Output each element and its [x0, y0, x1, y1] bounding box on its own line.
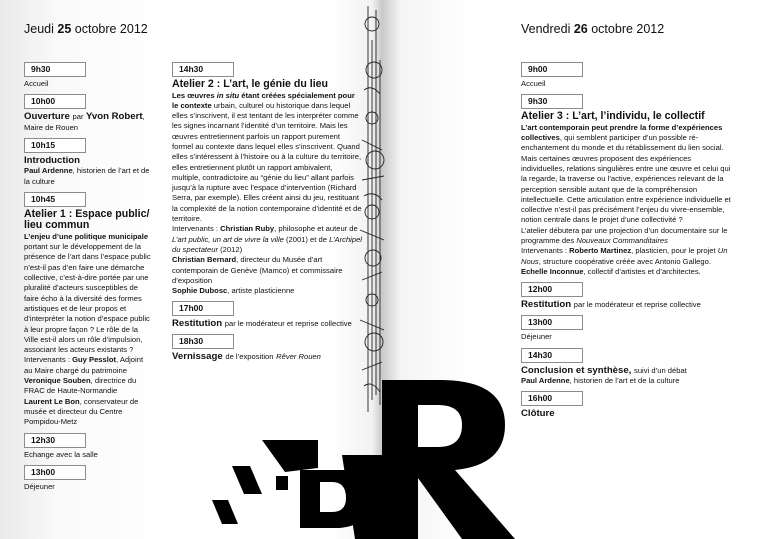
- speaker-role: , Adjoint au Maire chargé du patrimoine: [24, 355, 144, 375]
- time-box: 10h15: [24, 138, 86, 153]
- speaker-name: Yvon Robert: [86, 111, 143, 123]
- speaker-line: [521, 376, 731, 386]
- speaker-role: , plasticien, pour le projet: [631, 246, 716, 256]
- lead-text: L’enjeu d’une politique municipale: [24, 231, 149, 241]
- program-slot: [24, 465, 152, 492]
- speaker-role: , philosophe et auteur de: [274, 224, 358, 234]
- slot-title: [521, 299, 731, 310]
- program-slot: [521, 282, 731, 310]
- time-box: 12h30: [24, 433, 86, 448]
- program-slot: [24, 94, 152, 133]
- speaker-name: Paul Ardenne: [24, 166, 73, 176]
- speakers-label: Intervenants :: [24, 355, 71, 365]
- program-slot: [521, 315, 731, 342]
- title-rest: par le modérateur et reprise collective: [573, 300, 701, 310]
- slot-title: [24, 111, 152, 133]
- program-slot: [172, 62, 362, 296]
- speaker-name: Veronique Souben: [24, 376, 91, 386]
- speaker-role: , historien de l’art et de la culture: [24, 166, 150, 186]
- slot-title: Atelier 2 : L’art, le génie du lieu: [172, 78, 329, 90]
- speaker-role: , collectif d’artistes et d’architectes.: [583, 266, 701, 276]
- time-box: 10h45: [24, 192, 86, 207]
- day-heading-thursday: [24, 22, 148, 36]
- program-slot: [172, 301, 362, 329]
- time-box: 9h00: [521, 62, 583, 77]
- speaker-role: , directeur du Musée d’art contemporain de Genève (Mamco) et commissaire d’exposition: [172, 255, 343, 285]
- slot-title: Clôture: [521, 407, 555, 419]
- speaker-name: Laurent Le Bon: [24, 396, 80, 406]
- slot-text: Echange avec la salle: [24, 449, 98, 459]
- speakers-label: Intervenants :: [172, 224, 219, 234]
- program-slot: [24, 192, 152, 428]
- title-text: Restitution: [521, 299, 572, 311]
- body-text: portant sur le développement de la présence de l’art dans l’espace public n’est-il pas d’en faire une démarche collective, c’est-à-dire portée par une pluralité d’acteurs susceptibles de faire écho à la diversité des formes artistiques et de leur propos et d’interpréter la notion d’espace public à leur propre façon ? Le rôle de la Ville est-il alors un rôle d’impulsion, associant les acteurs existants ?: [24, 242, 151, 355]
- program-slot: [172, 334, 362, 362]
- slot-description: [172, 91, 362, 297]
- slot-title: [521, 365, 731, 376]
- day-number: 25: [57, 22, 72, 36]
- title-text: Conclusion et synthèse,: [521, 364, 632, 376]
- speaker-name: Christian Bernard: [172, 255, 237, 265]
- lead-text: L’art contemporain peut prendre la forme d’expériences collectives: [521, 122, 723, 143]
- slot-text: Accueil: [24, 79, 49, 88]
- title-rest: suivi d’un débat: [634, 365, 687, 375]
- body-text: L’atelier débutera par une projection d’un documentaire sur le programme des: [521, 225, 728, 246]
- day-name: Vendredi: [521, 22, 571, 36]
- program-slot: [24, 62, 152, 89]
- title-text: Vernissage: [172, 351, 223, 363]
- time-box: 13h00: [24, 465, 86, 480]
- slot-text: Déjeuner: [521, 332, 552, 342]
- body-text: , qui semblent participer d’un possible ré-enchantement du monde et du rétablissement du lien social.: [521, 133, 724, 153]
- program-slot: [521, 62, 731, 89]
- title-rest: de l’exposition: [225, 352, 274, 362]
- speaker-name: Paul Ardenne: [521, 375, 570, 385]
- slot-description: [521, 123, 731, 277]
- program-slot: [521, 94, 731, 277]
- slot-title: Atelier 3 : L’art, l’individu, le collectif: [521, 110, 705, 123]
- speakers-label: Intervenants :: [521, 246, 568, 256]
- program-slot: [521, 391, 731, 419]
- slot-title: Introduction: [24, 155, 80, 167]
- day-month-year: octobre 2012: [591, 22, 665, 36]
- time-box: 9h30: [521, 94, 583, 109]
- body-text: Mais certaines œuvres proposent des expériences individuelles, relations singulières entre une œuvre et celui qui la regarde, la traverse ou l’active, expériences relevant de la perception sensible autant que de la compréhension intellectuelle. Cette articulation entre expérience individuelle et collective n’est-il pas précisément l’enjeu du vivre-ensemble, notion centrale dans le projet d’une collectivité ?: [521, 153, 731, 225]
- program-column-thursday-afternoon: [172, 62, 362, 367]
- program-slot: [521, 348, 731, 386]
- book-title: L’art public, un art de vivre la ville: [172, 234, 284, 244]
- day-number: 26: [573, 22, 588, 36]
- speaker-role: , directrice du FRAC de Haute-Normandie: [24, 376, 137, 396]
- day-heading-friday: [521, 22, 664, 36]
- body-text: urbain, culturel ou historique dans lequel elles s’inscrivent, il est tentant de les interpréter comme les signes incarnant l’identité d’un territoire. Mais les œuvres entretiennent parfois un rapport purement formel au contexte dans lequel elles s’inscrivent. Quand elles s’intéressent à l’histoire ou à la culture du territoire, elles entretiennent plutôt un rapport ambivalent, multiple, contradictoire au “génie du lieu” allant parfois jusqu’à la rupture avec l’espace d’intervention (Richard Serra, par exemple). Elles créent ainsi du jeu, restituant la complexité de la notion contemporaine d’identité et de territoire.: [172, 100, 362, 224]
- title-rest: par le modérateur et reprise collective: [224, 319, 352, 329]
- speaker-role: , historien de l’art et de la culture: [569, 375, 680, 385]
- time-box: 14h30: [521, 348, 583, 363]
- title-text: Ouverture: [24, 111, 70, 123]
- title-text: Restitution: [172, 318, 223, 330]
- time-box: 10h00: [24, 94, 86, 109]
- speaker-role: (2012): [220, 244, 243, 254]
- exhibition-title: Rêver Rouen: [276, 352, 321, 362]
- black-r-shapes: [212, 380, 515, 539]
- speaker-role: , structure coopérative créée avec Antonio Gallego.: [538, 256, 711, 266]
- speaker-name: Sophie Dubosc: [172, 286, 228, 296]
- lead-text: étant créées spécialement pour le contexte: [172, 90, 355, 110]
- program-slot: [24, 138, 152, 187]
- time-box: 17h00: [172, 301, 234, 316]
- slot-text: Déjeuner: [24, 481, 55, 491]
- slot-title: [172, 318, 362, 329]
- speaker-line: [24, 166, 152, 187]
- slot-text: Accueil: [521, 79, 546, 88]
- slot-description: [24, 232, 152, 428]
- speaker-name: Christian Ruby: [220, 224, 275, 234]
- time-box: 18h30: [172, 334, 234, 349]
- title-connector: par: [72, 112, 84, 122]
- slot-title: Atelier 1 : Espace public/ lieu commun: [24, 207, 150, 232]
- speaker-role: , Maire de Rouen: [24, 112, 145, 133]
- vertical-lettering-decoration: [360, 6, 384, 412]
- time-box: 13h00: [521, 315, 583, 330]
- speaker-name: Roberto Martinez: [569, 246, 632, 256]
- speaker-role: , conservateur de musée et directeur du Centre Pompidou-Metz: [24, 396, 139, 427]
- speaker-name: Echelle Inconnue: [521, 266, 584, 276]
- slot-title: [172, 351, 362, 362]
- day-month-year: octobre 2012: [74, 22, 148, 36]
- speaker-role: , artiste plasticienne: [227, 286, 295, 296]
- time-box: 9h30: [24, 62, 86, 77]
- time-box: 16h00: [521, 391, 583, 406]
- program-column-friday: [521, 62, 731, 424]
- speaker-name: Guy Pesslot: [72, 355, 117, 365]
- book-title: L’Archipel du spectateur: [172, 234, 362, 254]
- lead-italic: in situ: [216, 90, 240, 100]
- lead-text: Les œuvres: [172, 90, 215, 100]
- program-slot: [24, 433, 152, 460]
- time-box: 14h30: [172, 62, 234, 77]
- project-title: Un Nous: [521, 246, 728, 266]
- speaker-role: (2001) et de: [285, 234, 327, 244]
- program-title: Nouveaux Commanditaires: [576, 236, 668, 246]
- program-column-thursday-morning: [24, 62, 152, 497]
- time-box: 12h00: [521, 282, 583, 297]
- day-name: Jeudi: [24, 22, 54, 36]
